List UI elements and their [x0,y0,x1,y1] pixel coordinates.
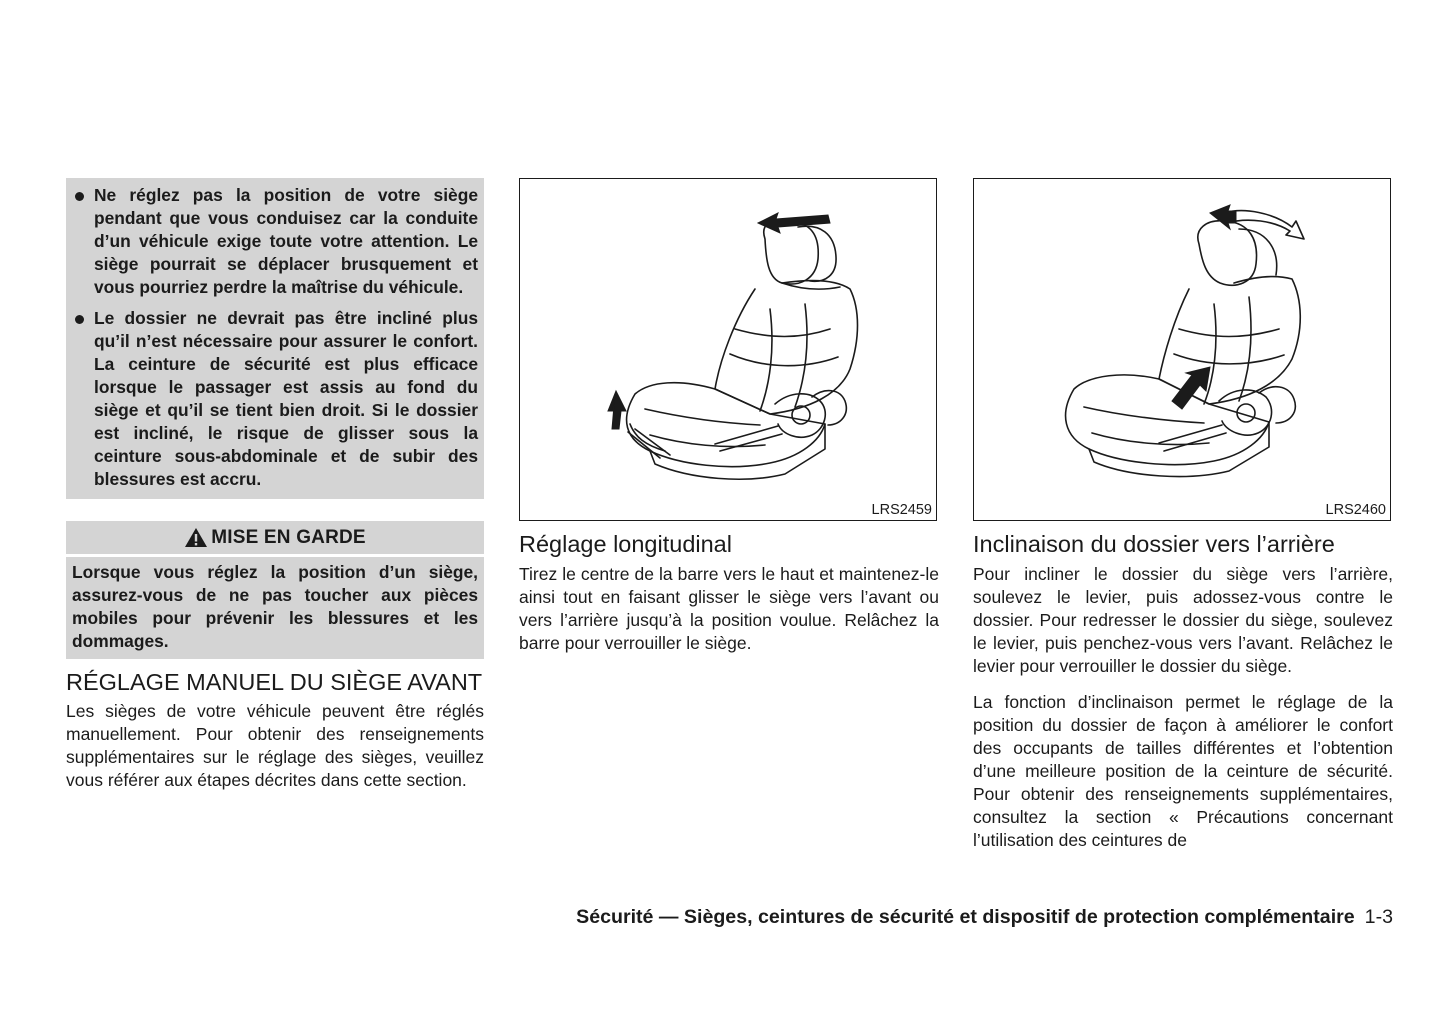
caution-title: MISE EN GARDE [211,526,366,548]
warning-item [72,307,478,491]
bullet-icon [75,315,84,324]
left-column [66,178,484,792]
seat-slide-illustration [520,179,938,522]
subsection-paragraph-2: La fonction d’inclinaison permet le réglage de la position du dossier de façon à améliorer le confort des occupants de tailles différentes et l’obtention d’une meilleure position de la ceinture de sécurité. Pour obtenir des renseignements supplémentaires, consultez la section « Précautions concernant l’utilisation des ceintures de [973,692,1393,850]
middle-column [519,178,939,655]
bullet-icon [75,192,84,201]
subsection-paragraph: Pour incliner le dossier du siège vers l’arrière, soulevez le levier, puis adossez-vous contre le dossier. Pour redresser le dossier du siège, soulevez le levier, puis penchez-vous vers l’avant. Relâchez le levier pour verrouiller le dossier du siège. [973,564,1393,676]
figure-longitudinal [519,178,937,521]
section-heading: RÉGLAGE MANUEL DU SIÈGE AVANT [66,669,483,695]
warning-text: Le dossier ne devrait pas être incliné plus qu’il n’est nécessaire pour assurer le confort. La ceinture de sécurité est plus efficace lorsque le passager est assis au fond du siège et qu’il se tient bien droit. Si le dossier est incliné, le risque de glisser sous la ceinture sous-abdominale et de subir des blessures est accru. [94,308,478,489]
subsection-heading: Inclinaison du dossier vers l’arrière [973,531,1335,557]
caution-header [66,521,484,554]
caution-text: Lorsque vous réglez la position d’un siège, assurez-vous de ne pas toucher aux pièces mobiles pour prévenir les blessures et les dommages. [66,557,484,659]
figure-recline [973,178,1391,521]
section-paragraph: Les sièges de votre véhicule peuvent être réglés manuellement. Pour obtenir des renseignements supplémentaires sur le réglage des sièges, veuillez vous référer aux étapes décrites dans cette section. [66,701,484,790]
subsection-paragraph: Tirez le centre de la barre vers le haut et maintenez-le ainsi tout en faisant glisser le siège vers l’avant ou vers l’arrière jusqu’à la position voulue. Relâchez la barre pour verrouiller le siège. [519,564,939,653]
page-number: 1-3 [1364,906,1393,928]
seat-recline-illustration [974,179,1392,522]
warning-triangle-icon [184,527,208,548]
warning-item [72,184,478,299]
chapter-title: Sécurité — Sièges, ceintures de sécurité et dispositif de protection complémentaire [576,906,1355,928]
subsection-heading: Réglage longitudinal [519,531,732,557]
figure-code: LRS2459 [871,502,932,518]
page-footer [0,906,1393,929]
warning-text: Ne réglez pas la position de votre siège pendant que vous conduisez car la conduite d’un véhicule exige toute votre attention. Le siège pourrait se déplacer brusquement et vous pourriez perdre la maîtrise du véhicule. [94,185,478,297]
figure-code: LRS2460 [1325,502,1386,518]
right-column [973,178,1393,852]
warning-box [66,178,484,499]
